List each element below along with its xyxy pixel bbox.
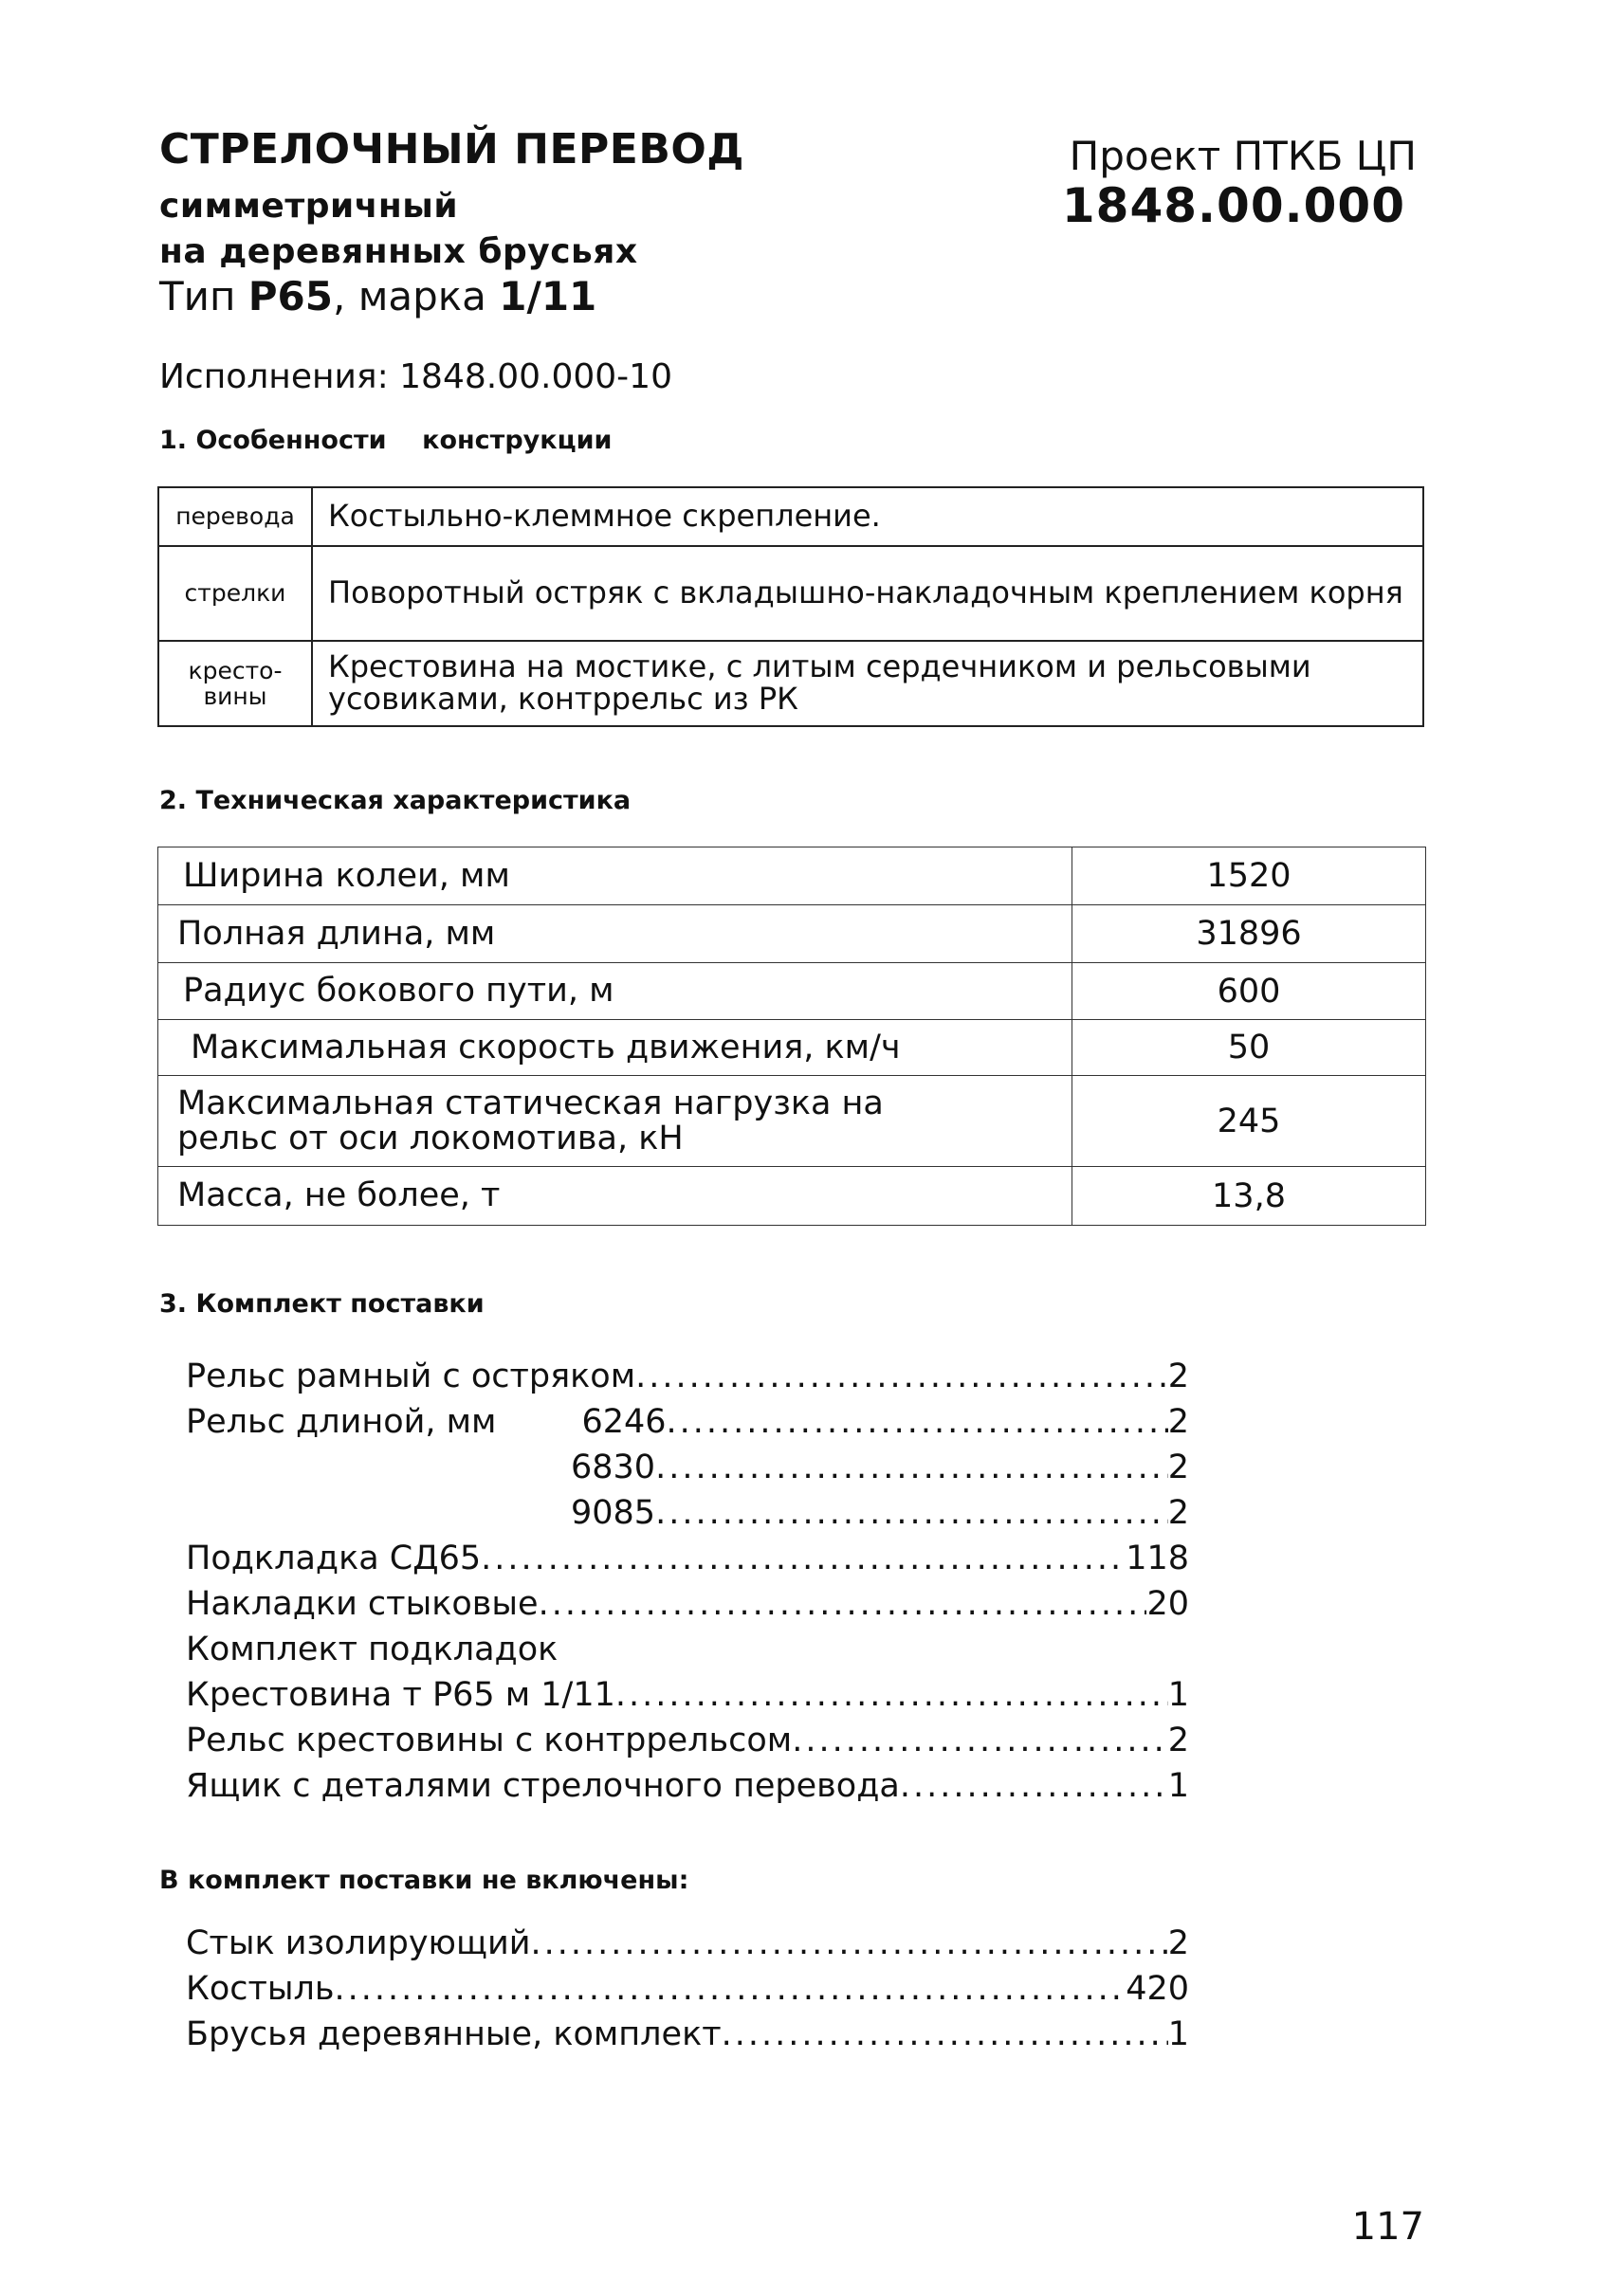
supply-item-qty: 118 [1126, 1540, 1189, 1577]
supply-item-qty: 1 [1167, 1767, 1189, 1805]
supply-item-name: Ящик с деталями стрелочного перевода [186, 1767, 900, 1805]
spec-name: Радиус бокового пути, м [158, 963, 1072, 1020]
supply-item-qty: 20 [1146, 1585, 1189, 1623]
leader-dots [655, 1445, 1168, 1490]
supply-item-length: 6830 [571, 1449, 656, 1486]
spec-name: Максимальная статическая нагрузка на рельс от оси локомотива, кН [158, 1076, 1072, 1167]
leader-dots [655, 1490, 1168, 1536]
leader-dots [667, 1399, 1168, 1445]
excluded-item [186, 2012, 1189, 2057]
supply-item [186, 1672, 1189, 1718]
supply-item [186, 1718, 1189, 1763]
supply-item [186, 1581, 1189, 1627]
excluded-item-name: Костыль [186, 1970, 335, 2008]
spec-row [158, 905, 1426, 963]
supply-item-length: 9085 [571, 1494, 656, 1532]
spec-row [158, 1020, 1426, 1076]
section3-title: 3. Комплект поставки [159, 1289, 485, 1319]
spec-value: 245 [1072, 1076, 1426, 1167]
spec-name: Максимальная скорость движения, км/ч [158, 1020, 1072, 1076]
supply-item-qty: 2 [1167, 1449, 1189, 1486]
spec-row [158, 963, 1426, 1020]
switch-grade: 1/11 [499, 273, 597, 319]
supply-item-qty: 1 [1167, 1676, 1189, 1714]
supply-item-name: Накладки стыковые [186, 1585, 539, 1623]
variants-line: Исполнения: 1848.00.000-10 [159, 357, 672, 396]
spec-name: Масса, не более, т [158, 1167, 1072, 1226]
excluded-item [186, 1921, 1189, 1966]
project-number: 1848.00.000 [1061, 178, 1405, 233]
type-prefix: Тип [159, 273, 248, 319]
leader-dots [481, 1536, 1126, 1581]
leader-dots [539, 1581, 1147, 1627]
supply-item-qty: 2 [1167, 1722, 1189, 1759]
supply-item-length: 6246 [581, 1403, 667, 1441]
supply-item [186, 1627, 1189, 1672]
supply-item-qty: 2 [1167, 1358, 1189, 1395]
excluded-title: В комплект поставки не включены: [159, 1866, 689, 1895]
excluded-item-name: Брусья деревянные, комплект [186, 2015, 722, 2053]
grade-prefix: , марка [333, 273, 500, 319]
technical-specs-table [157, 847, 1426, 1226]
rail-type: Р65 [247, 273, 333, 319]
features-row [158, 641, 1423, 726]
spec-value: 13,8 [1072, 1167, 1426, 1226]
supply-item [186, 1399, 1189, 1445]
document-title: СТРЕЛОЧНЫЙ ПЕРЕВОД [159, 125, 744, 173]
features-row-label: перевода [158, 487, 312, 546]
spec-value: 31896 [1072, 905, 1426, 963]
supply-item-name: Рельс крестовины с контррельсом [186, 1722, 793, 1759]
supply-item-qty: 2 [1167, 1494, 1189, 1532]
features-row [158, 487, 1423, 546]
excluded-item [186, 1966, 1189, 2012]
spec-name: Полная длина, мм [158, 905, 1072, 963]
supply-item-qty: 2 [1167, 1403, 1189, 1441]
excluded-item-qty: 420 [1126, 1970, 1189, 2008]
supply-item [186, 1763, 1189, 1809]
document-subtitle-symmetric: симметричный [159, 187, 459, 226]
supply-item-name: Рельс рамный с остряком [186, 1358, 636, 1395]
spec-row [158, 1167, 1426, 1226]
features-row-text: Поворотный остряк с вкладышно-накладочным креплением корня [312, 546, 1423, 641]
supply-item-name: Рельс длиной, мм [186, 1403, 497, 1441]
leader-dots [792, 1718, 1168, 1763]
document-type-line [159, 273, 596, 319]
section1-title: 1. Особенности конструкции [159, 426, 613, 455]
section2-title: 2. Техническая характеристика [159, 786, 632, 815]
features-row-text: Костыльно-клеммное скрепление. [312, 487, 1423, 546]
supply-item [186, 1490, 1189, 1536]
document-subtitle-wooden-sleepers: на деревянных брусьях [159, 232, 638, 271]
leader-dots [530, 1921, 1167, 1966]
spec-row [158, 847, 1426, 905]
project-label: Проект ПТКБ ЦП [1069, 133, 1417, 179]
supply-item [186, 1445, 1189, 1490]
spec-row [158, 1076, 1426, 1167]
features-row-text: Крестовина на мостике, с литым сердечником и рельсовыми усовиками, контррельс из РК [312, 641, 1423, 726]
supply-item-name: Подкладка СД65 [186, 1540, 482, 1577]
supply-item-name: Крестовина т Р65 м 1/11 [186, 1676, 615, 1714]
supply-item-name: Комплект подкладок [186, 1631, 559, 1668]
excluded-item-qty: 1 [1167, 2015, 1189, 2053]
excluded-list [186, 1921, 1189, 2057]
features-row-label: кресто- вины [158, 641, 312, 726]
excluded-item-qty: 2 [1167, 1924, 1189, 1962]
spec-value: 1520 [1072, 847, 1426, 905]
features-row-label: стрелки [158, 546, 312, 641]
leader-dots [335, 1966, 1127, 2012]
spec-value: 50 [1072, 1020, 1426, 1076]
leader-dots [900, 1763, 1168, 1809]
spec-name: Ширина колеи, мм [158, 847, 1072, 905]
leader-dots [635, 1354, 1168, 1399]
spec-value: 600 [1072, 963, 1426, 1020]
excluded-item-name: Стык изолирующий [186, 1924, 531, 1962]
supply-list [186, 1354, 1189, 1809]
leader-dots [615, 1672, 1168, 1718]
page-number: 117 [1351, 2205, 1424, 2249]
leader-dots [722, 2012, 1168, 2057]
design-features-table [157, 486, 1424, 727]
supply-item [186, 1536, 1189, 1581]
features-row [158, 546, 1423, 641]
supply-item [186, 1354, 1189, 1399]
